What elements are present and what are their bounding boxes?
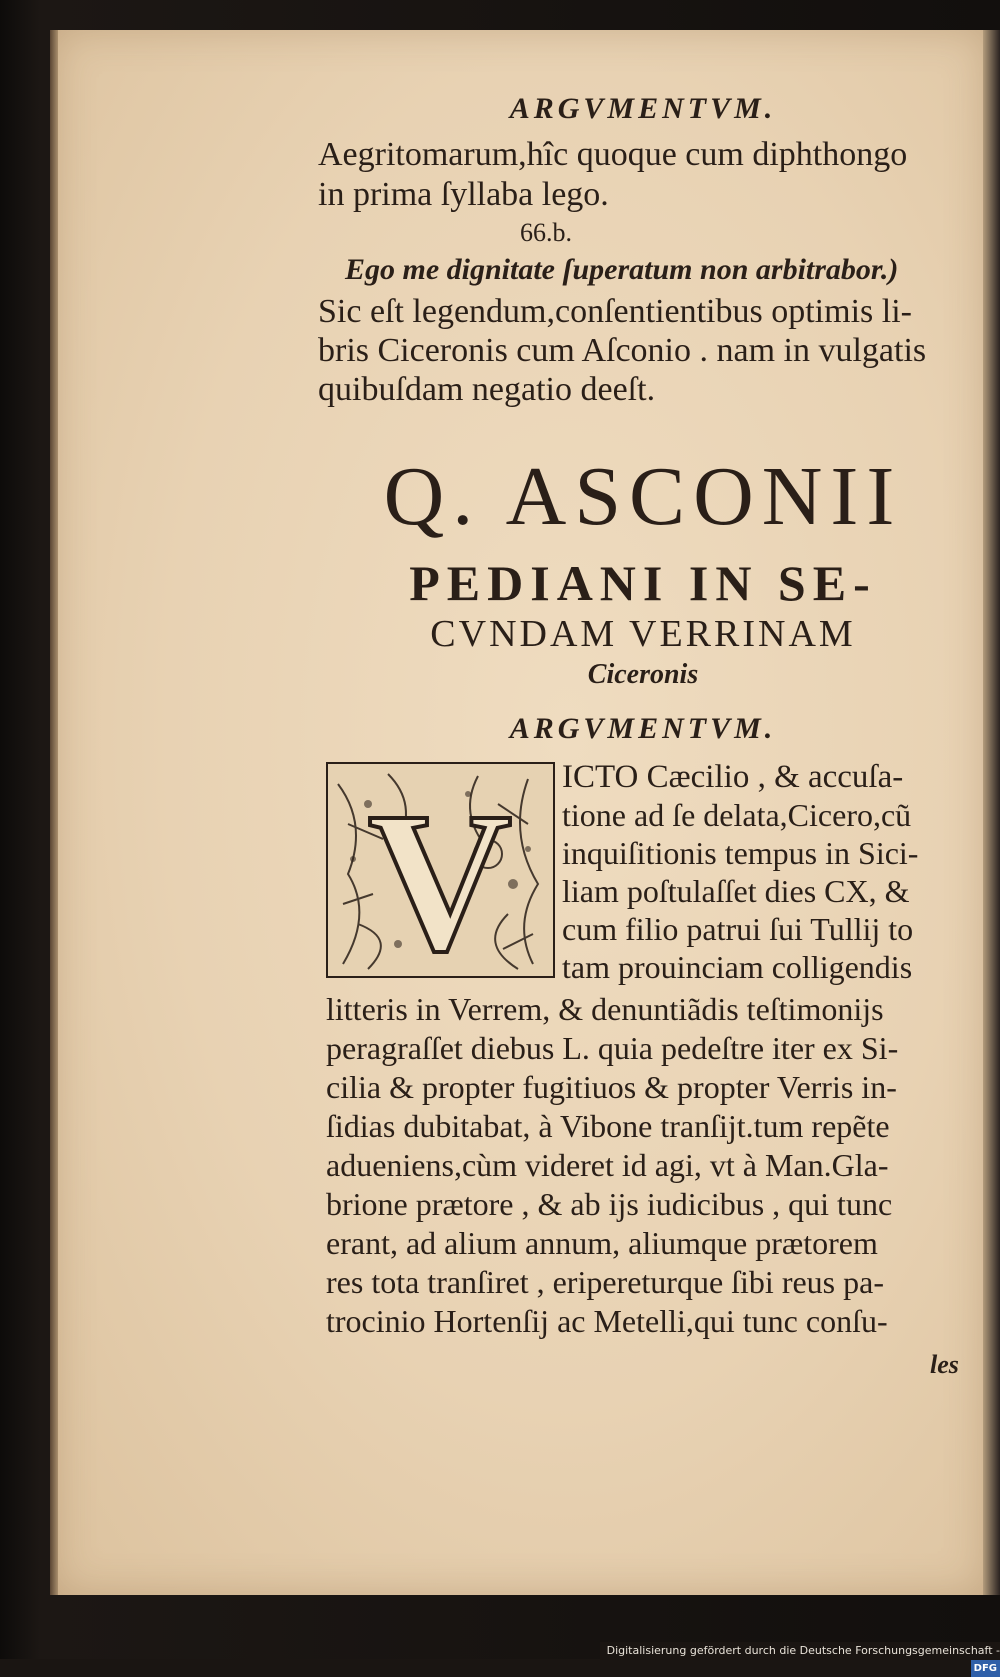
- text-line: cilia & propter fugitiuos & propter Verris in-: [326, 1069, 897, 1105]
- text-line: trocinio Hortenſij ac Metelli,qui tunc conſu-: [326, 1303, 888, 1339]
- text-line: brione prætore , & ab ijs iudicibus , qui tunc: [326, 1186, 893, 1222]
- title-line-4: Ciceronis: [587, 659, 699, 690]
- text-line: peragraſſet diebus L. quia pedeſtre iter ex Si-: [326, 1030, 899, 1066]
- title-line-2: PEDIANI IN SE-: [409, 555, 877, 611]
- section-heading: ARGVMENTVM.: [509, 712, 777, 745]
- dfg-logo: DFG: [971, 1660, 1000, 1677]
- initial-letter: V: [367, 772, 513, 976]
- digitization-credit: [600, 1642, 1000, 1674]
- comment-line: bris Ciceronis cum Aſconio . nam in vulgatis: [318, 332, 927, 369]
- text-line: litteris in Verrem, & denuntiãdis teſtimonijs: [326, 991, 884, 1027]
- text-line: tione ad ſe delata,Cicero,cũ: [562, 797, 912, 833]
- text-line: adueniens,cùm videret id agi, vt à Man.Gla-: [326, 1147, 889, 1183]
- top-line: in prima ſyllaba lego.: [318, 176, 609, 213]
- page-gutter: [50, 30, 58, 1595]
- comment-line: Sic eſt legendum,conſentientibus optimis li-: [318, 293, 912, 330]
- top-heading: ARGVMENTVM.: [509, 92, 777, 125]
- text-line: ſidias dubitabat, à Vibone tranſijt.tum repẽte: [326, 1108, 890, 1144]
- text-line: tam prouinciam colligendis: [562, 949, 913, 985]
- credit-text: Digitalisierung gefördert durch die Deutsche Forschungsgemeinschaft -: [606, 1644, 1000, 1657]
- text-line: cum filio patrui ſui Tullij to: [562, 911, 914, 947]
- catchword: les: [930, 1350, 959, 1379]
- page-reference: 66.b.: [520, 218, 572, 247]
- text-line: ICTO Cæcilio , & accuſa-: [562, 759, 904, 795]
- title-line-3: CVNDAM VERRINAM: [430, 613, 856, 655]
- title-line-1: Q. ASCONII: [383, 450, 903, 543]
- text-line: liam poſtulaſſet dies CX, &: [562, 873, 910, 909]
- quote-line: Ego me dignitate ſuperatum non arbitrabor.): [345, 253, 899, 286]
- text-line: res tota tranſiret , eripereturque ſibi reus pa-: [326, 1264, 884, 1300]
- text-line: erant, ad alium annum, aliumque prætorem: [326, 1225, 878, 1261]
- comment-line: quibuſdam negatio deeſt.: [318, 371, 656, 408]
- text-line: inquiſitionis tempus in Sici-: [562, 835, 919, 871]
- initial-woodcut-icon: [328, 764, 553, 976]
- top-line: Aegritomarum,hîc quoque cum diphthongo: [318, 136, 908, 173]
- decorated-initial: [326, 762, 555, 978]
